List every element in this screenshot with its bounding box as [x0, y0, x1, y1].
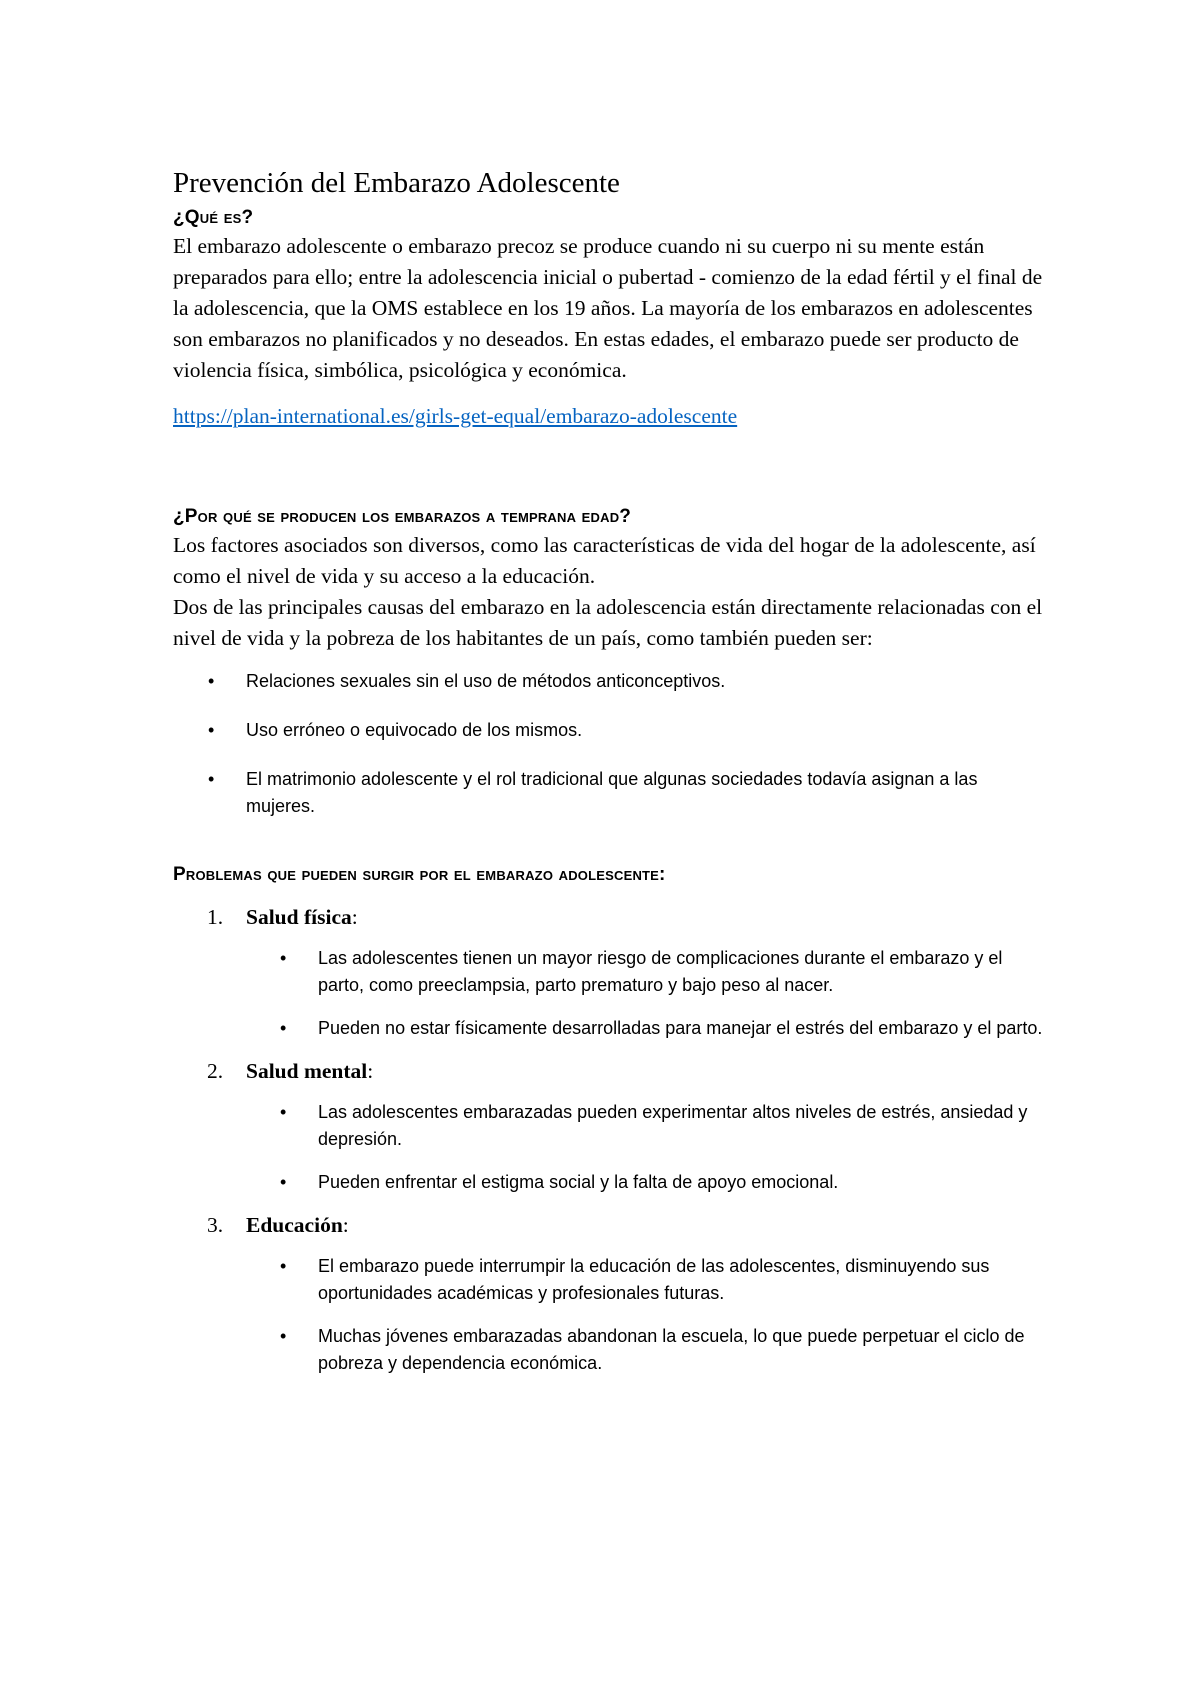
problem-item-salud-fisica	[173, 902, 1043, 1042]
bullet-icon: •	[280, 1018, 287, 1038]
problems-list	[173, 902, 1043, 1377]
reference-link[interactable]: https://plan-international.es/girls-get-equal/embarazo-adolescente	[173, 404, 738, 428]
list-item	[173, 1253, 1043, 1307]
document-title: Prevención del Embarazo Adolescente	[173, 167, 620, 199]
problem-name: Salud física	[246, 905, 352, 929]
bullet-icon: •	[280, 1256, 287, 1276]
problem-item-salud-mental	[173, 1056, 1043, 1196]
list-item-text: Pueden no estar físicamente desarrolladas para manejar el estrés del embarazo y el parto.	[318, 1018, 1043, 1038]
list-item	[173, 766, 1043, 820]
bullet-icon: •	[208, 671, 215, 691]
problem-name: Salud mental	[246, 1059, 368, 1083]
list-item	[173, 1323, 1043, 1377]
paragraph-factors: Los factores asociados son diversos, como las características de vida del hogar de la adolescente, así como el nivel de vida y su acceso a la educación.	[173, 533, 1036, 588]
document-page	[173, 165, 1043, 1391]
problem-details	[173, 1099, 1043, 1196]
problem-title	[173, 1056, 1043, 1087]
bullet-icon: •	[280, 1102, 287, 1122]
problem-suffix: :	[351, 905, 358, 929]
problem-number: 1.	[207, 905, 224, 929]
link-line	[173, 401, 1043, 432]
list-item	[173, 1169, 1043, 1196]
bullet-icon: •	[280, 1326, 287, 1346]
list-item-text: Relaciones sexuales sin el uso de métodos anticonceptivos.	[246, 671, 726, 691]
list-item-text: Las adolescentes embarazadas pueden experimentar altos niveles de estrés, ansiedad y depresión.	[318, 1102, 1028, 1149]
list-item	[173, 1015, 1043, 1042]
list-item	[173, 668, 1043, 695]
problem-details	[173, 1253, 1043, 1377]
problem-title	[173, 902, 1043, 933]
list-item	[173, 1099, 1043, 1153]
bullet-icon: •	[280, 1172, 287, 1192]
problem-item-educacion	[173, 1210, 1043, 1377]
section-heading-que-es: ¿Qué es?	[173, 207, 254, 228]
section-heading-problemas: Problemas que pueden surgir por el embarazo adolescente:	[173, 864, 666, 885]
problem-number: 2.	[207, 1059, 224, 1083]
list-item-text: El matrimonio adolescente y el rol tradicional que algunas sociedades todavía asignan a las mujeres.	[246, 769, 978, 816]
list-item-text: Las adolescentes tienen un mayor riesgo de complicaciones durante el embarazo y el parto, como preeclampsia, parto prematuro y bajo peso al nacer.	[318, 948, 1003, 995]
paragraph-causes: Dos de las principales causas del embarazo en la adolescencia están directamente relacionadas con el nivel de vida y la pobreza de los habitantes de un país, como también pueden ser:	[173, 595, 1043, 650]
list-item	[173, 717, 1043, 744]
problem-suffix: :	[367, 1059, 374, 1083]
bullet-icon: •	[280, 948, 287, 968]
problem-number: 3.	[207, 1213, 224, 1237]
problem-details	[173, 945, 1043, 1042]
paragraph-definition: El embarazo adolescente o embarazo precoz se produce cuando ni su cuerpo ni su mente están preparados para ello; entre la adolescencia inicial o pubertad - comienzo de la edad fértil y el final de la adolescencia, que la OMS establece en los 19 años. La mayoría de los embarazos en adolescentes son embarazos no planificados y no deseados. En estas edades, el embarazo puede ser producto de violencia física, simbólica, psicológica y económica.	[173, 234, 1043, 382]
bullet-icon: •	[208, 769, 215, 789]
bullet-icon: •	[208, 720, 215, 740]
problem-suffix: :	[342, 1213, 349, 1237]
list-item-text: Uso erróneo o equivocado de los mismos.	[246, 720, 583, 740]
problem-title	[173, 1210, 1043, 1241]
problem-name: Educación	[246, 1213, 343, 1237]
causes-list	[173, 668, 1043, 820]
list-item	[173, 945, 1043, 999]
list-item-text: El embarazo puede interrumpir la educación de las adolescentes, disminuyendo sus oportunidades académicas y profesionales futuras.	[318, 1256, 990, 1303]
list-item-text: Pueden enfrentar el estigma social y la falta de apoyo emocional.	[318, 1172, 839, 1192]
list-item-text: Muchas jóvenes embarazadas abandonan la escuela, lo que puede perpetuar el ciclo de pobreza y dependencia económica.	[318, 1326, 1025, 1373]
section-heading-por-que: ¿Por qué se producen los embarazos a temprana edad?	[173, 506, 632, 527]
